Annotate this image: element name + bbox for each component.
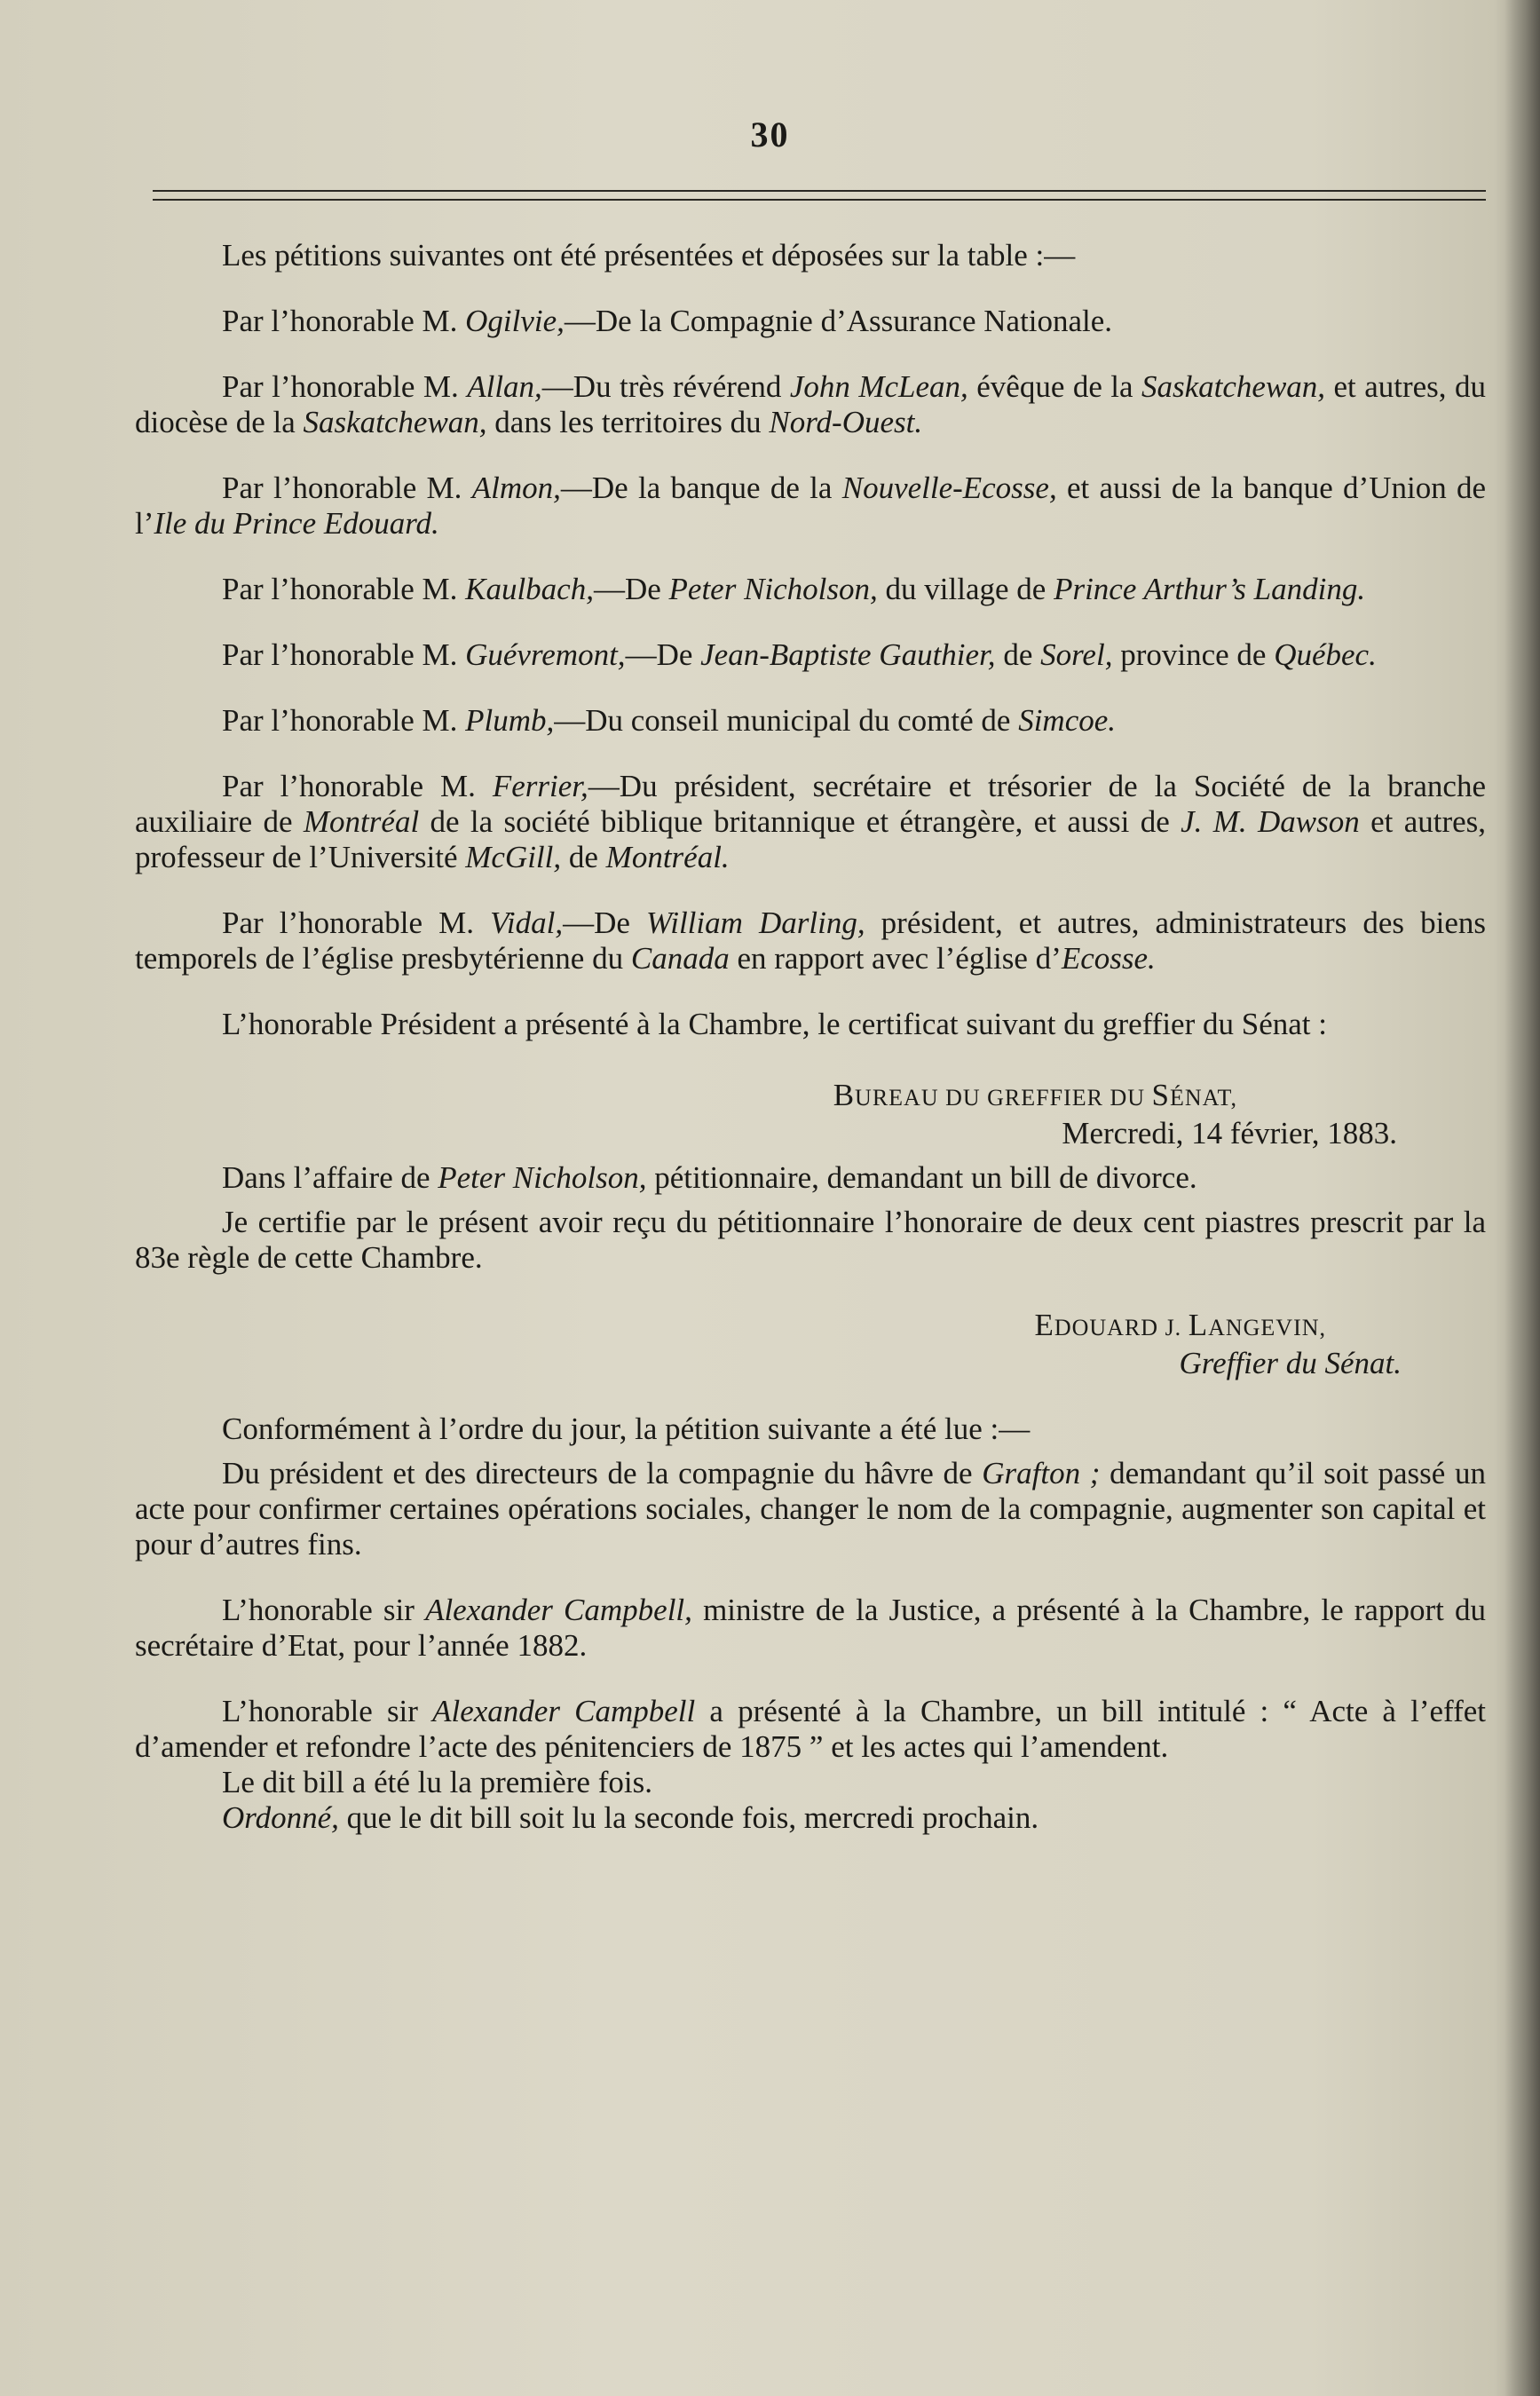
page-body (135, 238, 1486, 1836)
signature-title-text: Greffier du Sénat. (1179, 1346, 1402, 1380)
petition-text: —De (593, 572, 669, 606)
place-name: Saskatchewan, (303, 405, 487, 439)
petition-almon (135, 471, 1486, 542)
place-name: Québec. (1274, 637, 1377, 672)
senator-name: Allan, (467, 369, 542, 404)
petition-guevremont (135, 637, 1486, 673)
petition-text: —Du président, secrétaire et trésorier de la Société de la branche auxiliaire de (135, 769, 1486, 839)
petition-ogilvie (135, 304, 1486, 339)
petition-text: en rapport avec l’église d’ (729, 941, 1062, 976)
certificate-intro: L’honorable Président a présenté à la Chambre, le certificat suivant du greffier du Sénat : (222, 1007, 1327, 1041)
petition-allan (135, 369, 1486, 440)
petition-text: dans les territoires du (486, 405, 770, 439)
petition-prefix: Par l’honorable M. (222, 369, 468, 404)
petitioner-name: John McLean, (789, 369, 968, 404)
petitioner-name: J. M. Dawson (1181, 804, 1360, 839)
petition-text: —Du très révérend (541, 369, 790, 404)
page-number: 30 (750, 115, 790, 154)
header-rule (153, 190, 1486, 201)
bill-text: L’honorable sir (222, 1694, 433, 1728)
certificate-date: Mercredi, 14 février, 1883. (1062, 1116, 1397, 1151)
petition-text: président, et autres, administrateurs des biens temporels de l’église presbytérienne du (135, 905, 1487, 976)
petitioner-name: Peter Nicholson, (438, 1160, 647, 1195)
petition-text: —De la Compagnie d’Assurance Nationale. (564, 304, 1113, 338)
senator-name: Guévremont, (465, 637, 626, 672)
report-text: L’honorable sir (222, 1593, 426, 1627)
place-name: Nouvelle-Ecosse, (841, 471, 1057, 505)
bill-text: a présenté à la Chambre, un bill intitulé : “ Acte à l’effet d’amender et refondre l’acte des pénitenciers de 1875 ” et les actes qui l’amendent. (135, 1694, 1486, 1764)
certification-text: Je certifie par le présent avoir reçu du pétitionnaire l’honoraire de deux cent piastres prescrit par la 83e règle de cette Chambre. (135, 1205, 1486, 1275)
petition-text: —De (563, 905, 646, 940)
place-name: Ile du Prince Edouard. (154, 506, 439, 541)
campbell-report (135, 1593, 1486, 1664)
minister-name: Alexander Campbell (432, 1694, 696, 1728)
petition-prefix: Par l’honorable M. (222, 637, 466, 672)
small-cap-initial: E (1034, 1308, 1054, 1342)
petition-text: —De la banque de la (560, 471, 842, 505)
petitions-intro: Les pétitions suivantes ont été présentées et déposées sur la table :— (222, 238, 1076, 273)
affaire-text: Dans l’affaire de (222, 1160, 438, 1195)
petition-prefix: Par l’honorable M. (222, 769, 493, 803)
signature-title (135, 1346, 1486, 1381)
bureau-heading (135, 1078, 1486, 1116)
petition-text: demandant qu’il soit passé un acte pour confirmer certaines opérations sociales, changer le nom de la compagnie, augmenter son capital et pour d’autres fins. (135, 1456, 1486, 1562)
senator-name: Ogilvie, (465, 304, 565, 338)
ordonne-label: Ordonné, (222, 1800, 339, 1835)
petition-ferrier (135, 769, 1486, 875)
affaire-text: pétitionnaire, demandant un bill de divorce. (646, 1160, 1197, 1195)
place-name: Montréal (303, 804, 420, 839)
small-cap-initial: L (1188, 1308, 1209, 1342)
place-name: Simcoe. (1018, 703, 1117, 738)
petition-plumb (135, 703, 1486, 739)
senator-name: Plumb, (465, 703, 555, 738)
petition-text: et aussi de la banque d’Union de l’ (135, 471, 1487, 541)
place-name: Prince Arthur’s Landing. (1054, 572, 1366, 606)
ordonne-text: que le dit bill soit lu la seconde fois, mercredi prochain. (338, 1800, 1039, 1835)
place-name: Grafton ; (982, 1456, 1101, 1491)
minister-name: Alexander Campbell, (425, 1593, 692, 1627)
small-cap-text: ANGEVIN, (1208, 1315, 1326, 1340)
petition-text: province de (1112, 637, 1275, 672)
place-name: Ecosse. (1061, 941, 1156, 976)
small-cap-initial: B (833, 1078, 856, 1112)
affaire-line (135, 1160, 1486, 1196)
petition-text: —De (625, 637, 701, 672)
ordre-du-jour: Conformément à l’ordre du jour, la pétition suivante a été lue :— (222, 1412, 1031, 1446)
petition-text: et autres, professeur de l’Université (135, 804, 1487, 874)
ordonne-line (135, 1800, 1486, 1836)
page-edge-shadow (1504, 0, 1540, 2396)
report-text: ministre de la Justice, a présenté à la Chambre, le rapport du secrétaire d’Etat, pour l’année 1882. (135, 1593, 1486, 1663)
petitioner-name: Peter Nicholson, (668, 572, 878, 606)
petitioner-name: William Darling, (646, 905, 865, 940)
petition-text: Du président et des directeurs de la compagnie du hâvre de (222, 1456, 983, 1491)
petition-prefix: Par l’honorable M. (222, 703, 466, 738)
petition-prefix: Par l’honorable M. (222, 572, 466, 606)
petition-text: du village de (877, 572, 1054, 606)
small-cap-initial: S (1151, 1078, 1170, 1112)
petition-text: de (561, 840, 606, 874)
institution-name: McGill, (465, 840, 562, 874)
signature-name (135, 1308, 1486, 1346)
petition-prefix: Par l’honorable M. (222, 471, 472, 505)
petition-text: et autres, du diocèse de la (135, 369, 1486, 439)
petition-kaulbach (135, 572, 1486, 607)
small-cap-text: ÉNAT, (1169, 1085, 1237, 1111)
senator-name: Vidal, (490, 905, 564, 940)
petition-grafton (135, 1456, 1486, 1562)
small-cap-text: DOUARD J. (1054, 1315, 1189, 1340)
petition-vidal (135, 905, 1486, 977)
senator-name: Kaulbach, (465, 572, 594, 606)
small-cap-text: UREAU DU GREFFIER DU (855, 1085, 1152, 1111)
senator-name: Almon, (471, 471, 561, 505)
petition-text: de la société biblique britannique et étrangère, et aussi de (419, 804, 1181, 839)
place-name: Canada (630, 941, 730, 976)
place-name: Sorel, (1040, 637, 1113, 672)
petitioner-name: Jean-Baptiste Gauthier, (700, 637, 996, 672)
petition-prefix: Par l’honorable M. (222, 905, 491, 940)
petition-prefix: Par l’honorable M. (222, 304, 466, 338)
place-name: Nord-Ouest. (769, 405, 923, 439)
campbell-bill (135, 1694, 1486, 1765)
first-reading: Le dit bill a été lu la première fois. (222, 1765, 652, 1799)
place-name: Montréal. (605, 840, 730, 874)
petition-text: de (995, 637, 1041, 672)
petition-text: —Du conseil municipal du comté de (554, 703, 1019, 738)
place-name: Saskatchewan, (1141, 369, 1326, 404)
petition-text: évêque de la (967, 369, 1142, 404)
senator-name: Ferrier, (492, 769, 588, 803)
